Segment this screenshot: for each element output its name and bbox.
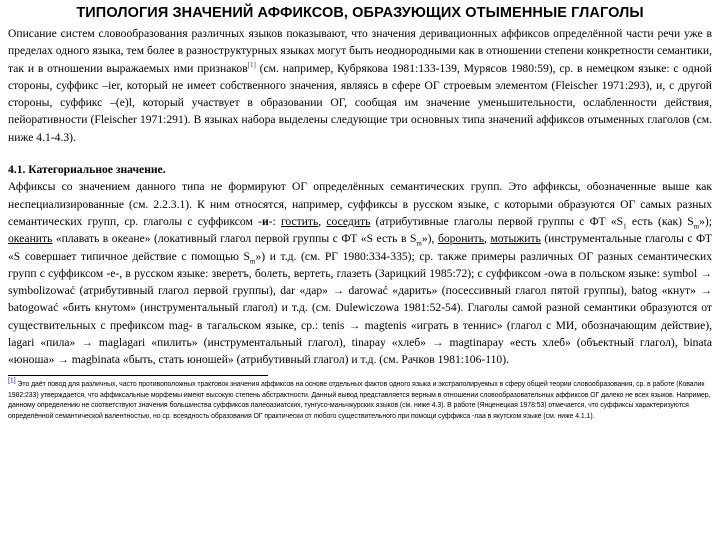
text-run: есть (как) S (626, 214, 694, 228)
subscript: m (249, 256, 256, 265)
subscript: m (416, 239, 422, 248)
text-run: »); (699, 214, 712, 228)
text-run: «плавать в океане» (локативный глагол первой группы с ФТ «S есть в S (52, 232, 417, 246)
text-run: ») и т.д. (см. РГ 1980:334-335); ср. также примеры различных ОГ разных семантических групп с суффиксом -e-, в русском языке: зверетъ, болеть, вертеть, глазеть (Зарицкий 1985:72); с суффиксом -owa в польском языке: symbol → symbolizować (атрибутивный глагол первой группы), dar «дар» → darować «дарить» (посессивный глагол пятой группы), batog «кнут» → batogować «бить кнутом» (инструментальный глагол) и т.д. (см. Dulewiczowa 1981:52-54). Глаголы самой разной семантики образуются от существительных с префиксом mag- в тагальском языке, ср.: tenis → magtenis «играть в теннис» (глагол с МИ, обозначающим действие), lagari «пила» → maglagari «пилить» (инструментальный глагол), tinapay «хлеб» → magtinapay «есть хлеб» (объектный глагол), binata «юноша» → magbinata «быть, стать юношей» (атрибутивный глагол) и т.д. (см. Рачков 1981:106-110). (8, 249, 713, 367)
example-word-boronit: боронить (437, 232, 484, 246)
subscript: 1 (623, 222, 627, 231)
footnote-mark: [1] (8, 377, 16, 385)
page-title: ТИПОЛОГИЯ ЗНАЧЕНИЙ АФФИКСОВ, ОБРАЗУЮЩИХ ОТЫМЕННЫЕ ГЛАГОЛЫ (76, 5, 644, 21)
section-heading: 4.1. Категориальное значение. (8, 163, 166, 177)
intro-text-continued: (см. например, Кубрякова 1981:133-139, Мурясов 1980:59), ср. в немецком языке: с одной стороны, суффикс –ier, который не имеет собственного значения, являясь в сфере ОГ строевым элементом (Fleischer 1971:293), и, с другой стороны, суффикс –(e)l, который участвует в образовании ОГ, сообщая им значение уменьшительности, ослабленности действия, пейоративности (Fleischer 1971:291). В языках набора выделены следующие три основных типа значений аффиксов отыменных глаголов (см. ниже 4.1-4.3). (8, 61, 712, 144)
footnote-divider (8, 375, 268, 376)
section-paragraph (8, 178, 712, 368)
text-run: »), (421, 232, 438, 246)
subscript: m (693, 222, 700, 231)
footnote-reference[interactable]: [1] (247, 60, 256, 69)
example-word-motyzhit: мотыжить (490, 232, 541, 246)
example-word-gostit: гостить (280, 214, 319, 228)
text-run: , (484, 232, 491, 246)
footnote (8, 377, 712, 424)
footnote-text: Это даёт повод для различных, часто противоположных трактовок значения аффиксов на основе отдельных фактов одного языка и экстраполируемых в сферу общей теории словообразования, ср. в работе (Ковалик 1982:233) утверждается, что аффиксальные морфемы имеют высокую степень абстрактности. Данный вывод представляется верным в отношении словообразовательных аффиксов ОГ далеко не всех языков. Например, данному определению не соответствуют значения большинства суффиксов палеоазиатских, тунгусо-маньчжурских языков (см. ниже 4.3). В работе (Янценецкая 1978:53) отмечается, что суффиксы характеризуются определённой семантической валентностью, но ср. всеядность образования ОГ практически от любого существительного при помощи суффикса -лаа в якутском языке (см. ниже 4.1.1). (8, 380, 711, 421)
suffix-highlight: и (261, 214, 269, 228)
text-run: -: (268, 214, 281, 228)
text-run: (атрибутивные глаголы первой группы с ФТ «S (370, 214, 624, 228)
spacer (8, 146, 712, 161)
example-word-sosedit: соседить (326, 214, 371, 228)
example-word-okeanit: океанить (8, 232, 53, 246)
intro-text: Описание систем словообразования различных языков показывают, что значения деривационных аффиксов определённой части речи уже в пределах одного языка, тем более в разноструктурных языках могут быть неоднородными как в отношении степени конкретности семантики, так и в отношении выражаемых ими признаков (8, 27, 712, 75)
text-run: Аффиксы со значением данного типа не формируют ОГ определённых семантических групп. Это аффиксы, обозначенные выше как неспециализированные (см. 2.2.3.1). К ним относятся, например, суффиксы в русском языке, с которыми образуются ОГ самых разных семантических групп, ср. глаголы с суффиксом - (8, 180, 712, 228)
intro-paragraph (8, 25, 712, 146)
text-run: , (318, 214, 327, 228)
text-run: (инструментальные глаголы с ФТ «S совершает типичное действие с помощью S (8, 232, 712, 263)
